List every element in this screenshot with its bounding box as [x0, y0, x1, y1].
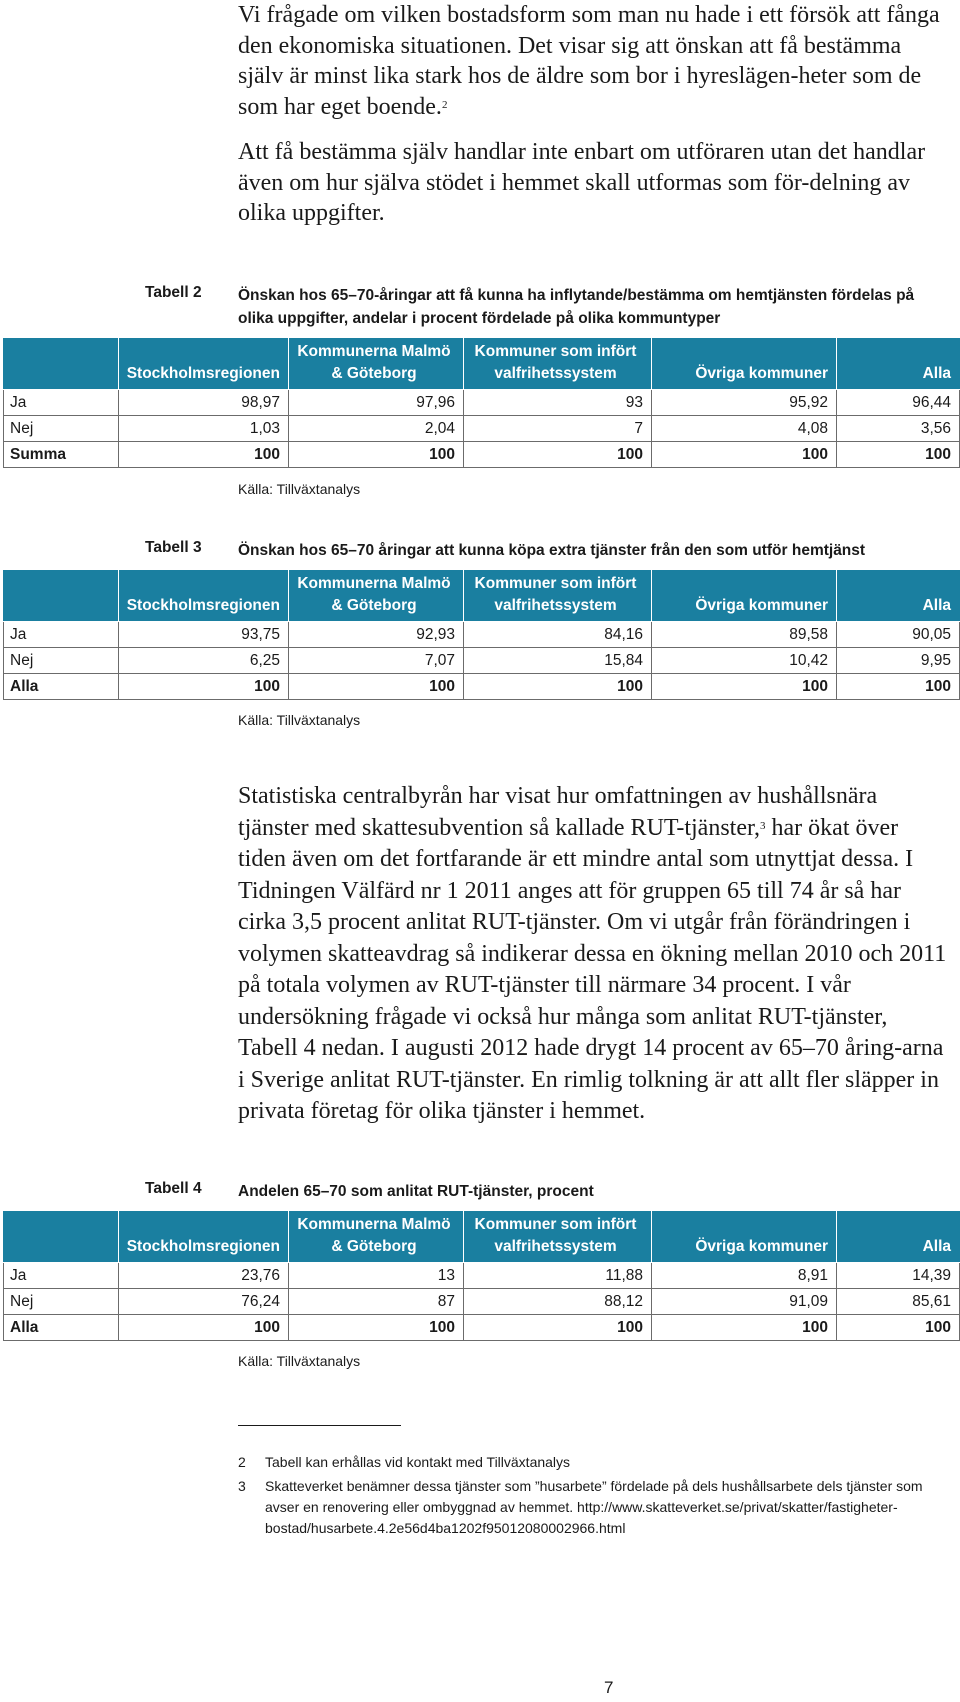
table-cell: 100: [289, 674, 464, 700]
table-cell: 100: [119, 674, 289, 700]
row-label: Nej: [4, 1289, 119, 1315]
table-cell: 100: [289, 1315, 464, 1341]
table2-header-empty: [4, 338, 119, 390]
table-cell: 15,84: [464, 648, 652, 674]
page-number: 7: [604, 1678, 614, 1697]
footnote-3: [238, 1476, 953, 1539]
table2-header-stockholm: Stockholmsregionen: [119, 338, 289, 390]
table-cell: 85,61: [837, 1289, 960, 1315]
table2-label: Tabell 2: [145, 284, 202, 301]
table2-header-valfrihet: Kommuner som infört valfrihetssystem: [464, 338, 652, 390]
table-cell: 6,25: [119, 648, 289, 674]
table3-header-valfrihet: Kommuner som infört valfrihetssystem: [464, 570, 652, 622]
table-row: [4, 416, 960, 442]
table-cell: 93,75: [119, 622, 289, 648]
table4-header-stockholm: Stockholmsregionen: [119, 1211, 289, 1263]
table4-header-row: [4, 1211, 960, 1263]
table-cell: 91,09: [652, 1289, 837, 1315]
table4-title: Andelen 65–70 som anlitat RUT-tjänster, procent: [238, 1183, 594, 1200]
table-cell: 100: [289, 442, 464, 468]
body-paragraph-rut-text-a: Statistiska centralbyrån har visat hur omfattningen av hushållsnära tjänster med skattesubvention så kallade RUT-tjänster,: [238, 783, 878, 841]
table-cell: 3,56: [837, 416, 960, 442]
table-row: [4, 648, 960, 674]
footnote-2: [238, 1452, 953, 1473]
table-cell: 2,04: [289, 416, 464, 442]
table-cell: 9,95: [837, 648, 960, 674]
table-cell: 100: [464, 442, 652, 468]
body-paragraph-rut: [238, 781, 948, 1128]
footnote-number: 3: [238, 1478, 246, 1494]
table-cell: 92,93: [289, 622, 464, 648]
intro-paragraph-1-text: Vi frågade om vilken bostadsform som man nu hade i ett försök att fånga den ekonomiska situationen. Det visar sig att önskan att få bestämma själv är minst lika stark hos de äldre som bor i hyreslägen-heter som de som har eget boende.: [238, 2, 940, 120]
table2-source: Källa: Tillväxtanalys: [238, 481, 361, 497]
table-row-total: [4, 1315, 960, 1341]
table-cell: 10,42: [652, 648, 837, 674]
table-cell: 89,58: [652, 622, 837, 648]
intro-paragraph-1: [238, 0, 948, 122]
table-cell: 11,88: [464, 1263, 652, 1289]
table-cell: 100: [464, 1315, 652, 1341]
footnote-text[interactable]: Skatteverket benämner dessa tjänster som ”husarbete” fördelade på dels hushållsarbete dels tjänster som avser en renovering eller ombyggnad av hemmet. http://www.skatteverket.se/privat/skatter/fastigheter-bostad/husarbete.4.2e56d4ba1202f95012080002966.html: [265, 1478, 923, 1536]
table3-header-malmo-goteborg: Kommunerna Malmö & Göteborg: [289, 570, 464, 622]
row-label: Nej: [4, 416, 119, 442]
row-label: Alla: [4, 1315, 119, 1341]
table4-header-alla: Alla: [837, 1211, 960, 1263]
row-label: Ja: [4, 1263, 119, 1289]
table-cell: 97,96: [289, 390, 464, 416]
footnote-divider: [238, 1425, 401, 1426]
table3-label: Tabell 3: [145, 539, 202, 556]
table4-header-valfrihet: Kommuner som infört valfrihetssystem: [464, 1211, 652, 1263]
table3-header-row: [4, 570, 960, 622]
table-cell: 84,16: [464, 622, 652, 648]
body-paragraph-rut-text-b: har ökat över tiden även om det fortfarande är ett mindre antal som utnyttjat dessa. I Tidningen Välfärd nr 1 2011 anges att för gruppen 65 till 74 år så har cirka 3,5 procent anlitat RUT-tjänster. Om vi utgår från förändringen i volymen skatteavdrag så indikerar dessa en ökning mellan 2010 och 2011 på totala volymen av RUT-tjänster till närmare 34 procent. I vår undersökning frågade vi också hur många som anlitat RUT-tjänster, Tabell 4 nedan. I augusti 2012 hade drygt 14 procent av 65–70 åring-arna i Sverige anlitat RUT-tjänster. En rimlig tolkning är att allt fler släpper in privata företag för olika tjänster i hemmet.: [238, 814, 947, 1124]
table4: [3, 1211, 960, 1341]
table2-title: Önskan hos 65–70-åringar att få kunna ha inflytande/bestämma om hemtjänsten fördelas på olika uppgifter, andelar i procent fördelade på olika kommuntyper: [238, 287, 915, 327]
table3-header-alla: Alla: [837, 570, 960, 622]
table-cell: 100: [119, 1315, 289, 1341]
table2: [3, 338, 960, 468]
table-cell: 100: [652, 442, 837, 468]
table-row: [4, 1289, 960, 1315]
footnote-text: Tabell kan erhållas vid kontakt med Tillväxtanalys: [265, 1454, 571, 1470]
row-label: Alla: [4, 674, 119, 700]
table-row: [4, 1263, 960, 1289]
table-cell: 23,76: [119, 1263, 289, 1289]
table4-header-ovriga: Övriga kommuner: [652, 1211, 837, 1263]
table-cell: 90,05: [837, 622, 960, 648]
table-cell: 95,92: [652, 390, 837, 416]
row-label: Summa: [4, 442, 119, 468]
footnote-number: 2: [238, 1454, 246, 1470]
row-label: Nej: [4, 648, 119, 674]
table3: [3, 570, 960, 700]
table4-header-malmo-goteborg: Kommunerna Malmö & Göteborg: [289, 1211, 464, 1263]
footnote-ref-2[interactable]: 2: [441, 98, 448, 111]
table-cell: 1,03: [119, 416, 289, 442]
table-cell: 8,91: [652, 1263, 837, 1289]
table4-source: Källa: Tillväxtanalys: [238, 1353, 361, 1369]
table-cell: 100: [652, 1315, 837, 1341]
table-cell: 100: [652, 674, 837, 700]
table-cell: 7,07: [289, 648, 464, 674]
footnote-ref-3[interactable]: 3: [760, 819, 766, 832]
table-row: [4, 622, 960, 648]
table4-label: Tabell 4: [145, 1180, 202, 1197]
table-cell: 4,08: [652, 416, 837, 442]
table-cell: 100: [464, 674, 652, 700]
table2-header-alla: Alla: [837, 338, 960, 390]
table-cell: 76,24: [119, 1289, 289, 1315]
table3-header-empty: [4, 570, 119, 622]
table3-source: Källa: Tillväxtanalys: [238, 712, 361, 728]
table3-title: Önskan hos 65–70 åringar att kunna köpa extra tjänster från den som utför hemtjänst: [238, 542, 866, 559]
table-cell: 14,39: [837, 1263, 960, 1289]
table3-header-stockholm: Stockholmsregionen: [119, 570, 289, 622]
table-cell: 7: [464, 416, 652, 442]
row-label: Ja: [4, 622, 119, 648]
table-cell: 100: [837, 674, 960, 700]
table-cell: 13: [289, 1263, 464, 1289]
table4-header-empty: [4, 1211, 119, 1263]
table2-header-malmo-goteborg: Kommunerna Malmö & Göteborg: [289, 338, 464, 390]
table-cell: 100: [837, 442, 960, 468]
table-row-total: [4, 442, 960, 468]
intro-paragraph-2: Att få bestämma själv handlar inte enbart om utföraren utan det handlar även om hur själva stödet i hemmet skall utformas som för-delning av olika uppgifter.: [238, 139, 926, 226]
table2-header-row: [4, 338, 960, 390]
row-label: Ja: [4, 390, 119, 416]
table-row-total: [4, 674, 960, 700]
table-cell: 88,12: [464, 1289, 652, 1315]
table-cell: 96,44: [837, 390, 960, 416]
table-cell: 100: [119, 442, 289, 468]
table-cell: 100: [837, 1315, 960, 1341]
table-cell: 87: [289, 1289, 464, 1315]
table3-header-ovriga: Övriga kommuner: [652, 570, 837, 622]
table-cell: 98,97: [119, 390, 289, 416]
table-row: [4, 390, 960, 416]
table2-header-ovriga: Övriga kommuner: [652, 338, 837, 390]
table-cell: 93: [464, 390, 652, 416]
